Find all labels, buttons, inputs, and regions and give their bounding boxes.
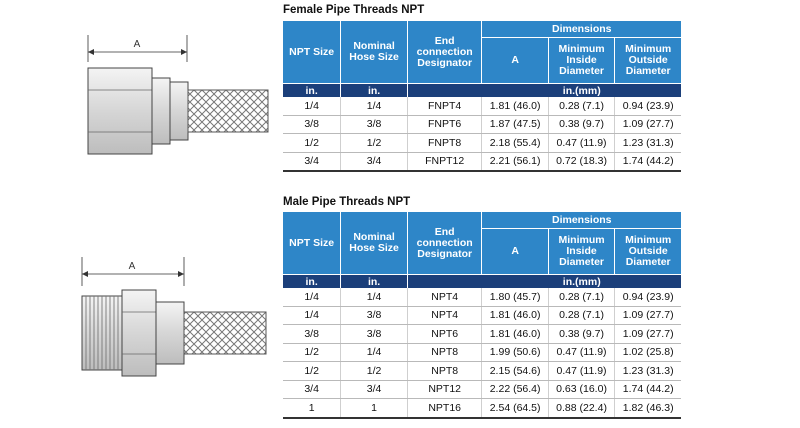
cell-a: 1.80 (45.7) [482, 288, 548, 306]
cell-a: 2.21 (56.1) [482, 152, 548, 171]
col-header-dimensions: Dimensions [482, 212, 681, 229]
female-table-title: Female Pipe Threads NPT [283, 4, 425, 16]
cell-npt-size: 1/2 [283, 134, 341, 153]
cell-designator: NPT6 [407, 325, 482, 344]
cell-hose-size: 1 [341, 399, 408, 418]
cell-min-outside: 1.82 (46.3) [615, 399, 681, 418]
cell-npt-size: 3/8 [283, 115, 341, 134]
table-row [283, 380, 681, 399]
cell-hose-size: 1/2 [341, 134, 408, 153]
cell-npt-size: 3/4 [283, 380, 341, 399]
col-header-min-outside: Minimum Outside Diameter [615, 38, 681, 84]
unit-hose: in. [341, 84, 408, 98]
cell-hose-size: 3/8 [341, 306, 408, 325]
col-header-npt-size: NPT Size [283, 212, 341, 275]
male-table-title: Male Pipe Threads NPT [283, 196, 411, 208]
cell-a: 2.22 (56.4) [482, 380, 548, 399]
cell-hose-size: 1/4 [341, 343, 408, 362]
cell-a: 2.15 (54.6) [482, 362, 548, 381]
cell-designator: NPT12 [407, 380, 482, 399]
cell-min-inside: 0.38 (9.7) [548, 325, 615, 344]
cell-a: 1.81 (46.0) [482, 97, 548, 115]
table-row [283, 343, 681, 362]
table-row [283, 306, 681, 325]
cell-designator: FNPT8 [407, 134, 482, 153]
col-header-end-connection: End connection Designator [407, 21, 482, 84]
cell-min-outside: 1.09 (27.7) [615, 325, 681, 344]
cell-npt-size: 3/8 [283, 325, 341, 344]
unit-blank [407, 84, 482, 98]
cell-min-inside: 0.28 (7.1) [548, 288, 615, 306]
cell-min-inside: 0.47 (11.9) [548, 343, 615, 362]
male-dimension-label: A [128, 261, 136, 272]
cell-min-outside: 1.74 (44.2) [615, 380, 681, 399]
cell-min-outside: 1.74 (44.2) [615, 152, 681, 171]
cell-hose-size: 3/8 [341, 115, 408, 134]
cell-a: 1.81 (46.0) [482, 306, 548, 325]
table-row [283, 399, 681, 418]
cell-hose-size: 1/2 [341, 362, 408, 381]
table-row [283, 288, 681, 306]
unit-npt: in. [283, 275, 341, 289]
cell-hose-size: 3/4 [341, 380, 408, 399]
female-dimension-label: A [133, 39, 141, 50]
table-row [283, 152, 681, 171]
female-fitting-diagram [70, 30, 270, 160]
cell-min-outside: 1.02 (25.8) [615, 343, 681, 362]
cell-a: 2.54 (64.5) [482, 399, 548, 418]
cell-npt-size: 1/4 [283, 288, 341, 306]
cell-hose-size: 1/4 [341, 97, 408, 115]
col-header-min-outside: Minimum Outside Diameter [615, 229, 681, 275]
table-row [283, 134, 681, 153]
cell-designator: FNPT4 [407, 97, 482, 115]
unit-npt: in. [283, 84, 341, 98]
cell-npt-size: 1/2 [283, 362, 341, 381]
cell-min-inside: 0.28 (7.1) [548, 306, 615, 325]
col-header-end-connection: End connection Designator [407, 212, 482, 275]
col-header-dimensions: Dimensions [482, 21, 681, 38]
cell-npt-size: 3/4 [283, 152, 341, 171]
cell-designator: FNPT12 [407, 152, 482, 171]
cell-designator: NPT4 [407, 288, 482, 306]
unit-hose: in. [341, 275, 408, 289]
col-header-min-inside: Minimum Inside Diameter [548, 229, 615, 275]
cell-min-outside: 1.09 (27.7) [615, 306, 681, 325]
cell-npt-size: 1/4 [283, 306, 341, 325]
cell-min-outside: 0.94 (23.9) [615, 288, 681, 306]
cell-a: 1.87 (47.5) [482, 115, 548, 134]
cell-min-outside: 0.94 (23.9) [615, 97, 681, 115]
cell-min-inside: 0.38 (9.7) [548, 115, 615, 134]
col-header-a: A [482, 229, 548, 275]
cell-a: 1.99 (50.6) [482, 343, 548, 362]
table-row [283, 325, 681, 344]
unit-blank [407, 275, 482, 289]
cell-designator: NPT4 [407, 306, 482, 325]
cell-min-inside: 0.72 (18.3) [548, 152, 615, 171]
cell-a: 2.18 (55.4) [482, 134, 548, 153]
col-header-nominal-hose-size: Nominal Hose Size [341, 21, 408, 84]
cell-min-inside: 0.63 (16.0) [548, 380, 615, 399]
cell-designator: NPT8 [407, 343, 482, 362]
cell-hose-size: 1/4 [341, 288, 408, 306]
cell-designator: FNPT6 [407, 115, 482, 134]
cell-min-inside: 0.47 (11.9) [548, 362, 615, 381]
female-spec-table [283, 21, 681, 172]
cell-designator: NPT16 [407, 399, 482, 418]
col-header-a: A [482, 38, 548, 84]
cell-npt-size: 1 [283, 399, 341, 418]
unit-dimensions: in.(mm) [482, 84, 681, 98]
col-header-npt-size: NPT Size [283, 21, 341, 84]
cell-min-inside: 0.28 (7.1) [548, 97, 615, 115]
cell-min-outside: 1.23 (31.3) [615, 134, 681, 153]
cell-npt-size: 1/4 [283, 97, 341, 115]
col-header-nominal-hose-size: Nominal Hose Size [341, 212, 408, 275]
cell-npt-size: 1/2 [283, 343, 341, 362]
male-spec-table [283, 212, 681, 419]
table-row [283, 362, 681, 381]
cell-min-inside: 0.88 (22.4) [548, 399, 615, 418]
male-fitting-diagram [70, 252, 270, 382]
table-row [283, 97, 681, 115]
col-header-min-inside: Minimum Inside Diameter [548, 38, 615, 84]
cell-min-outside: 1.23 (31.3) [615, 362, 681, 381]
cell-min-inside: 0.47 (11.9) [548, 134, 615, 153]
cell-hose-size: 3/4 [341, 152, 408, 171]
table-row [283, 115, 681, 134]
cell-a: 1.81 (46.0) [482, 325, 548, 344]
cell-hose-size: 3/8 [341, 325, 408, 344]
cell-designator: NPT8 [407, 362, 482, 381]
cell-min-outside: 1.09 (27.7) [615, 115, 681, 134]
unit-dimensions: in.(mm) [482, 275, 681, 289]
